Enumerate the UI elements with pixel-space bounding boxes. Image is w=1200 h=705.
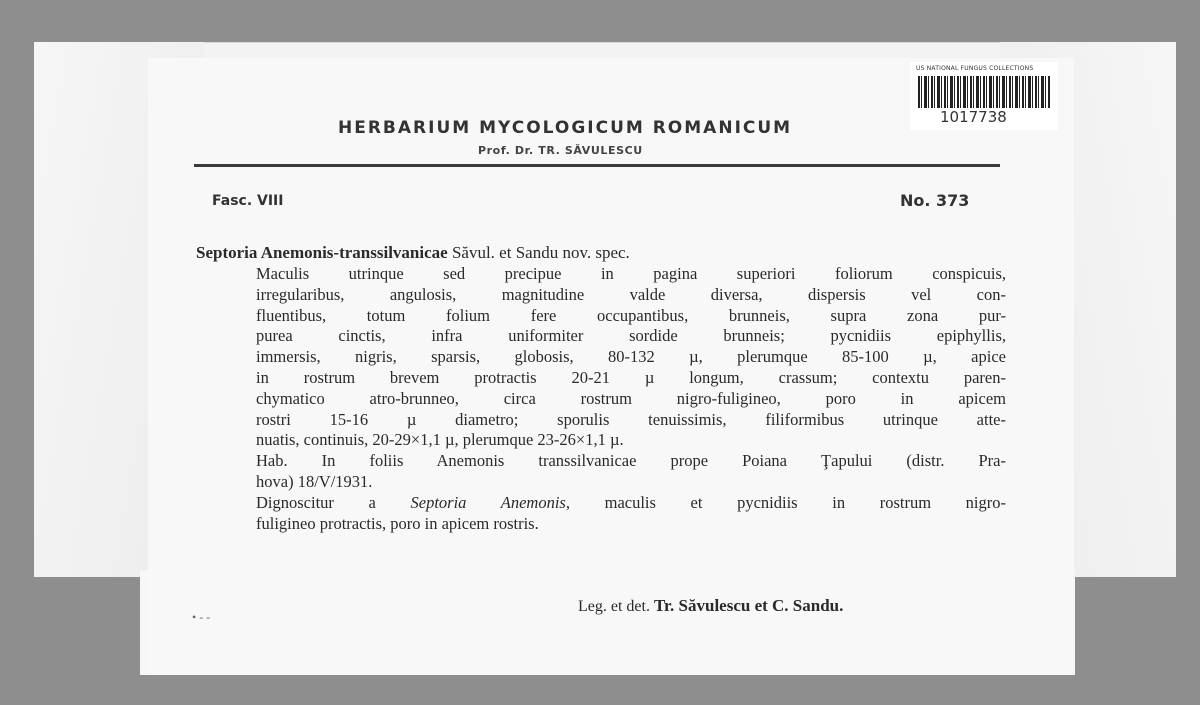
description-line: fluentibus, totum folium fere occupantibus, brunneis, supra zona pur- [256, 305, 1006, 325]
barcode-number: 1017738 [940, 108, 1007, 126]
description-line: chymatico atro-brunneo, circa rostrum nigro-fuligineo, poro in apicem [256, 388, 1006, 408]
collector-prefix: Leg. et det. [578, 598, 650, 615]
description-line: nuatis, continuis, 20-29×1,1 µ, plerumque 23-26×1,1 µ. [256, 430, 624, 450]
diagnosis-prefix: Dignoscitur a [256, 492, 411, 512]
habitat-line: Hab. In foliis Anemonis transsilvanicae prope Poiana Ţapului (distr. Pra- [256, 451, 1006, 471]
diagnosis-line-2: fuligineo protractis, poro in apicem rostris. [256, 513, 539, 533]
margin-marks: • - - [192, 610, 211, 624]
diagnosis-species: Septoria Anemonis [410, 492, 566, 512]
description-line: immersis, nigris, sparsis, globosis, 80-132 µ, plerumque 85-100 µ, apice [256, 347, 1006, 367]
species-authors: Săvul. et Sandu nov. spec. [451, 243, 630, 262]
description-line: Maculis utrinque sed precipue in pagina superiori foliorum conspicuis, [256, 264, 1006, 283]
barcode-sticker [910, 62, 1058, 130]
description-block [256, 264, 1006, 534]
diagnosis-rest: , maculis et pycnidiis in rostrum nigro- [565, 492, 1006, 512]
specimen-number: No. 373 [900, 191, 970, 210]
collector-names: Tr. Săvulescu et C. Sandu. [653, 596, 844, 615]
habitat-line: hova) 18/V/1931. [256, 471, 373, 491]
header-rule [194, 164, 1000, 167]
diagnosis-line [256, 493, 1006, 514]
species-heading [196, 243, 630, 263]
species-name: Septoria Anemonis-transsilvanicae [196, 243, 448, 262]
herbarium-subtitle: Prof. Dr. TR. SĂVULESCU [478, 144, 643, 157]
description-line: in rostrum brevem protractis 20-21 µ longum, crassum; contextu paren- [256, 367, 1006, 387]
description-line: purea cinctis, infra uniformiter sordide brunneis; pycnidiis epiphyllis, [256, 326, 1006, 346]
collector-line [578, 596, 843, 616]
herbarium-title: HERBARIUM MYCOLOGICUM ROMANICUM [338, 118, 793, 138]
barcode-caption: US NATIONAL FUNGUS COLLECTIONS [916, 65, 1034, 72]
barcode-bars [918, 76, 1050, 108]
description-line: rostri 15-16 µ diametro; sporulis tenuissimis, filiformibus utrinque atte- [256, 409, 1006, 429]
description-line: irregularibus, angulosis, magnitudine valde diversa, dispersis vel con- [256, 284, 1006, 304]
fascicle-label: Fasc. VIII [212, 193, 284, 209]
